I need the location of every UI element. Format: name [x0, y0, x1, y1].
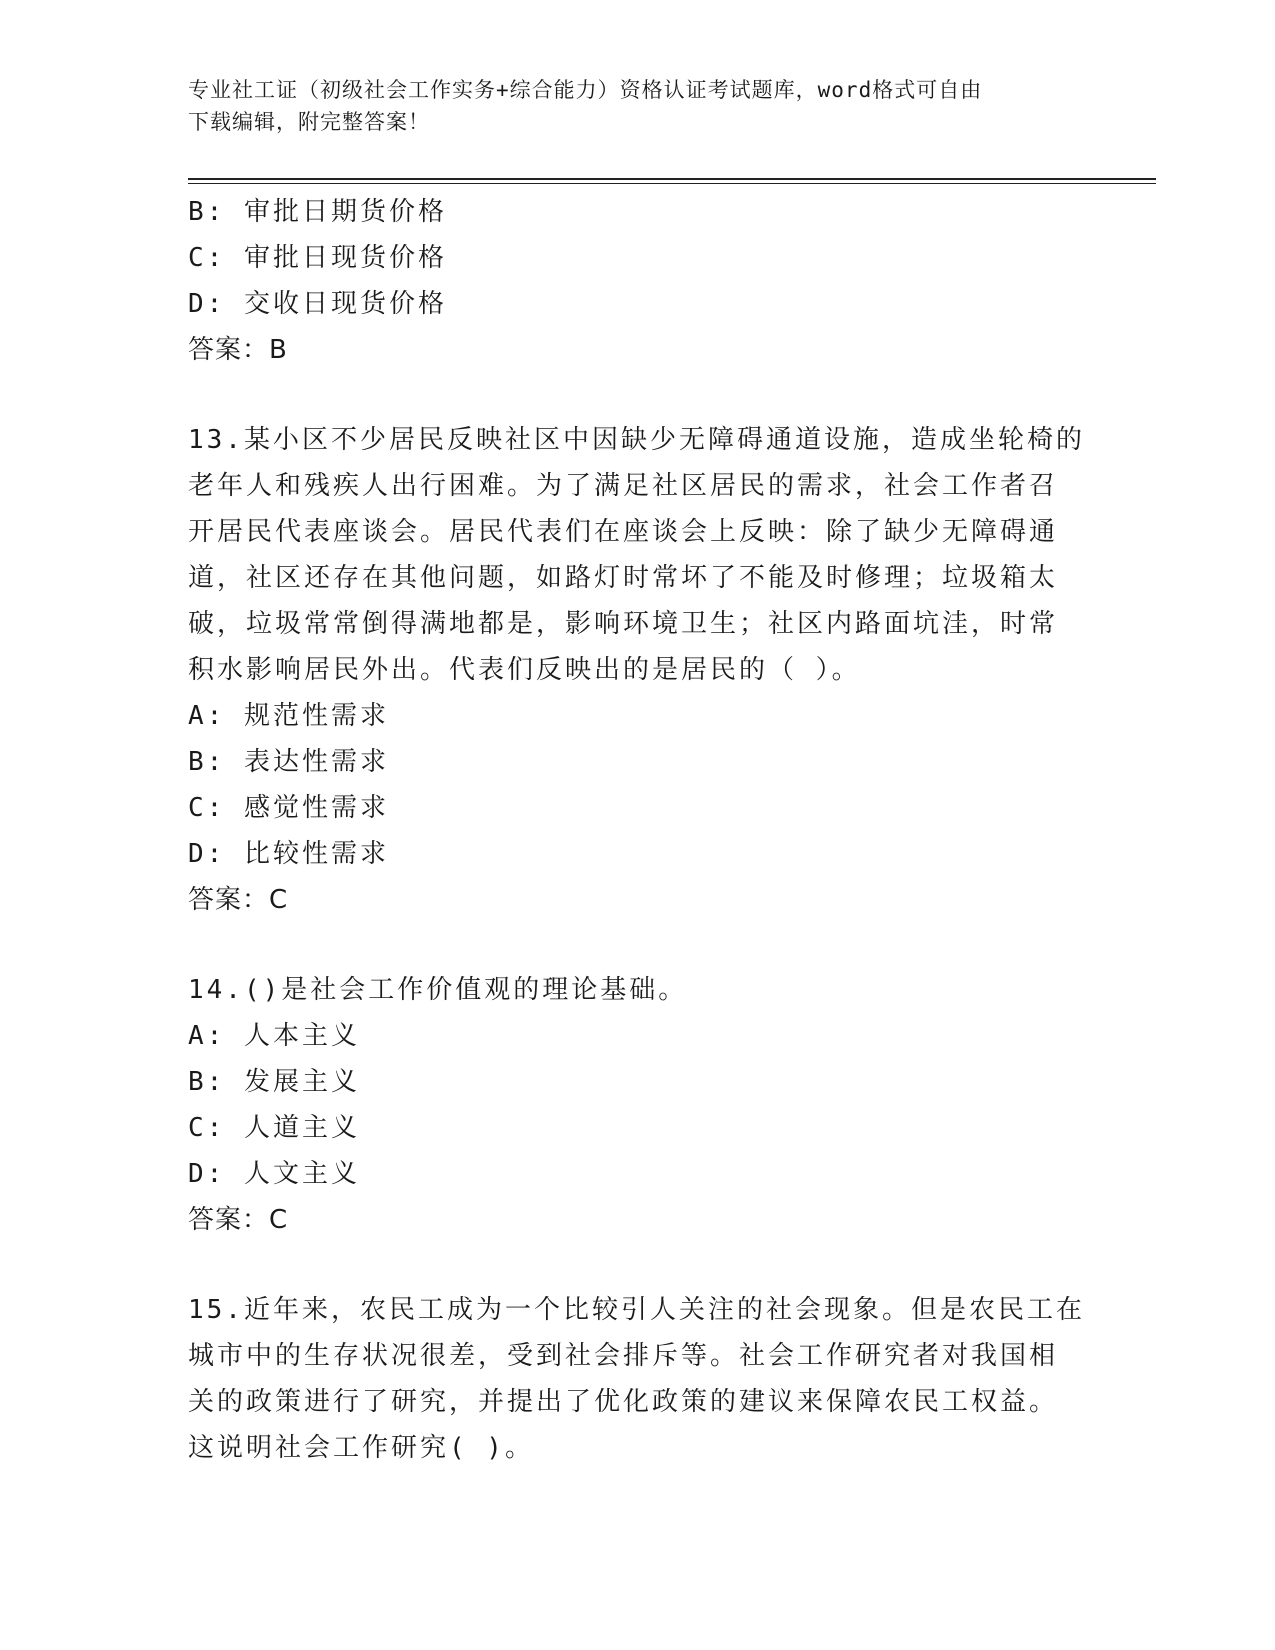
option-a: A: 人本主义	[188, 1021, 360, 1051]
question-stem-line: 这说明社会工作研究( )。	[188, 1433, 534, 1463]
option-c: C: 人道主义	[188, 1113, 360, 1143]
answer-line: 答案：B	[188, 335, 288, 365]
question-stem-line: 老年人和残疾人出行困难。为了满足社区居民的需求，社会工作者召	[188, 471, 1059, 501]
spacer	[188, 1243, 1088, 1287]
option-c: C: 审批日现货价格	[188, 243, 447, 273]
document-header	[188, 74, 1088, 138]
option-d: D: 交收日现货价格	[188, 289, 447, 319]
question-stem-line: 破，垃圾常常倒得满地都是，影响环境卫生；社区内路面坑洼，时常	[188, 609, 1059, 639]
header-divider-thin	[188, 183, 1156, 184]
question-stem-line: 关的政策进行了研究，并提出了优化政策的建议来保障农民工权益。	[188, 1387, 1059, 1417]
answer-line: 答案：C	[188, 1205, 289, 1235]
option-d: D: 人文主义	[188, 1159, 360, 1189]
question-stem-line: 14.()是社会工作价值观的理论基础。	[188, 975, 688, 1005]
question-stem-line: 道，社区还存在其他问题，如路灯时常坏了不能及时修理；垃圾箱太	[188, 563, 1059, 593]
option-b: B: 审批日期货价格	[188, 197, 447, 227]
question-content	[188, 189, 1088, 1471]
question-15	[188, 1287, 1088, 1471]
question-stem-line: 15.近年来，农民工成为一个比较引人关注的社会现象。但是农民工在	[188, 1295, 1085, 1325]
question-13	[188, 417, 1088, 923]
spacer	[188, 923, 1088, 967]
option-d: D: 比较性需求	[188, 839, 389, 869]
header-line-1: 专业社工证（初级社会工作实务+综合能力）资格认证考试题库，word格式可自由	[188, 78, 983, 102]
option-b: B: 发展主义	[188, 1067, 360, 1097]
question-14	[188, 967, 1088, 1243]
question-stem-line: 城市中的生存状况很差，受到社会排斥等。社会工作研究者对我国相	[188, 1341, 1059, 1371]
header-divider-thick	[188, 178, 1156, 180]
question-stem-line: 开居民代表座谈会。居民代表们在座谈会上反映：除了缺少无障碍通	[188, 517, 1059, 547]
option-c: C: 感觉性需求	[188, 793, 389, 823]
question-stem-line: 13.某小区不少居民反映社区中因缺少无障碍通道设施，造成坐轮椅的	[188, 425, 1085, 455]
option-b: B: 表达性需求	[188, 747, 389, 777]
option-a: A: 规范性需求	[188, 701, 389, 731]
question-stem-line: 积水影响居民外出。代表们反映出的是居民的（ ）。	[188, 655, 861, 685]
answer-line: 答案：C	[188, 885, 289, 915]
header-line-2: 下载编辑，附完整答案！	[188, 110, 430, 134]
question-12-tail	[188, 189, 1088, 373]
spacer	[188, 373, 1088, 417]
